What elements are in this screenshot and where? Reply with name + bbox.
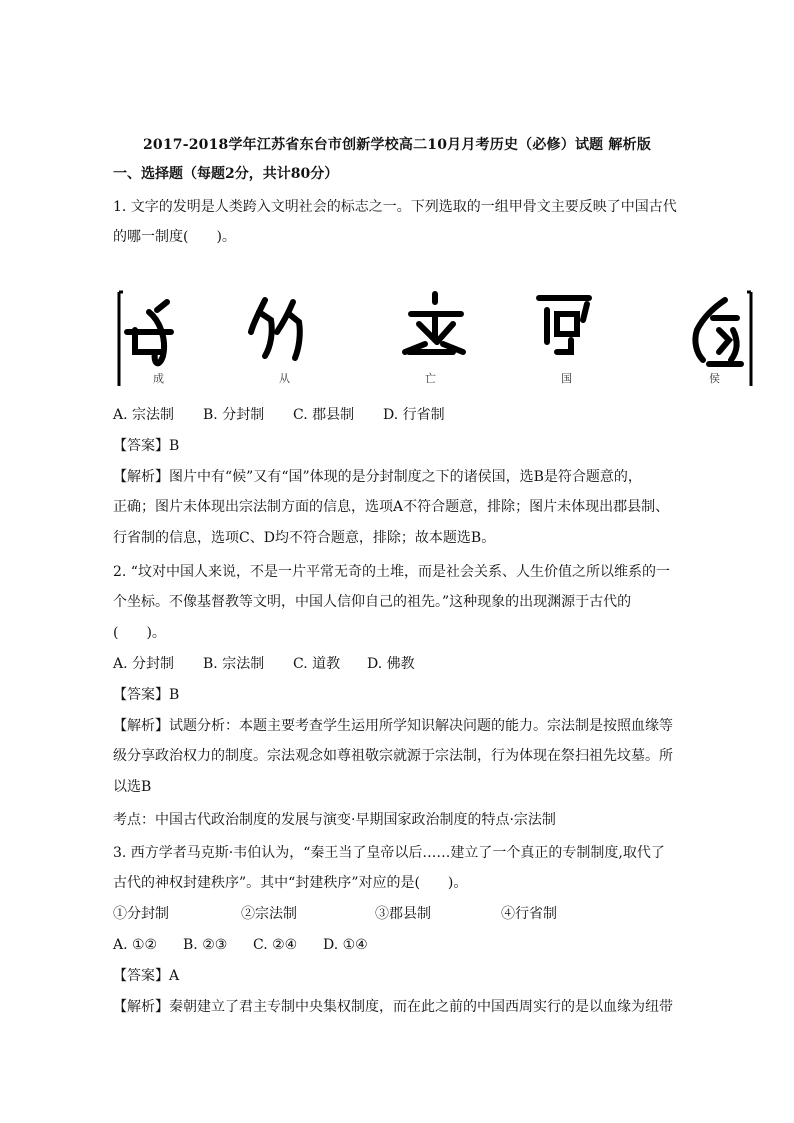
q3-option-c: C. ②④ [253, 937, 298, 953]
q3-analysis-line-1: 【解析】秦朝建立了君主专制中央集权制度，而在此之前的中国西周实行的是以血缘为纽带 [113, 999, 673, 1015]
glyph-caption-5: 侯 [709, 372, 720, 385]
q1-options [113, 405, 445, 425]
q3-item-3: ③郡县制 [375, 906, 431, 922]
q2-knowledge-point: 考点：中国古代政治制度的发展与演变·早期国家政治制度的特点·宗法制 [113, 812, 556, 828]
oracle-glyph-5 [695, 300, 741, 364]
q3-option-b: B. ②③ [183, 937, 228, 953]
oracle-glyph-1 [127, 302, 171, 363]
q1-option-d: D. 行省制 [383, 407, 445, 423]
oracle-glyph-2 [251, 300, 300, 358]
oracle-glyph-3 [405, 294, 463, 352]
section-heading: 一、选择题（每题2分，共计80分） [113, 166, 339, 182]
figure-right-border [747, 292, 751, 386]
oracle-glyph-4 [539, 298, 589, 352]
q2-option-c: C. 道教 [293, 656, 341, 672]
q3-option-d: D. ①④ [323, 937, 368, 953]
q3-answer: 【答案】A [113, 968, 180, 984]
figure-left-border [119, 292, 123, 386]
q1-analysis-line-2: 正确；图片未体现出宗法制方面的信息，选项A不符合题意，排除；图片未体现出郡县制、 [113, 499, 670, 515]
q3-item-2: ②宗法制 [241, 906, 297, 922]
q3-option-a: A. ①② [113, 937, 158, 953]
q3-items [113, 904, 557, 924]
glyph-caption-1: 成 [153, 372, 164, 385]
q1-analysis-line-3: 行省制的信息，选项C、D均不符合题意，排除；故本题选B。 [113, 530, 496, 546]
q1-analysis-line-1: 【解析】图片中有“候”又有“国”体现的是分封制度之下的诸侯国，选B是符合题意的， [113, 469, 642, 485]
q1-answer: 【答案】B [113, 438, 180, 454]
q1-option-b: B. 分封制 [203, 407, 265, 423]
q1-option-c: C. 郡县制 [293, 407, 355, 423]
q2-option-d: D. 佛教 [367, 656, 415, 672]
q2-analysis-line-1: 【解析】试题分析：本题主要考查学生运用所学知识解决问题的能力。宗法制是按照血缘等 [113, 718, 673, 734]
q2-analysis-line-2: 级分享政治权力的制度。宗法观念如尊祖敬宗就源于宗法制，行为体现在祭扫祖先坟墓。所 [113, 748, 673, 764]
q2-stem-line-3: ( )。 [113, 625, 166, 641]
q2-option-b: B. 宗法制 [203, 656, 265, 672]
q2-answer: 【答案】B [113, 687, 180, 703]
q1-stem-line-2: 的哪一制度( )。 [113, 229, 236, 245]
glyph-caption-2: 从 [279, 372, 290, 385]
document-title: 2017-2018学年江苏省东台市创新学校高二10月月考历史（必修）试题 解析版 [142, 137, 652, 153]
q3-stem-line-2: 古代的神权封建秩序”。其中“封建秩序”对应的是( )。 [113, 875, 468, 891]
q3-item-1: ①分封制 [113, 906, 169, 922]
q2-options [113, 654, 415, 674]
glyph-caption-4: 国 [561, 372, 572, 385]
q3-item-4: ④行省制 [501, 906, 557, 922]
q2-stem-line-2: 个坐标。不像基督教等文明，中国人信仰自己的祖先。”这种现象的出现渊源于古代的 [113, 594, 632, 610]
q2-option-a: A. 分封制 [113, 656, 175, 672]
q3-stem-line-1: 3. 西方学者马克斯·韦伯认为，“秦王当了皇帝以后……建立了一个真正的专制制度,取代了 [113, 845, 665, 861]
q2-analysis-line-3: 以选B [113, 779, 152, 795]
oracle-bone-figure [113, 290, 755, 390]
q2-stem-line-1: 2. “坟对中国人来说，不是一片平常无奇的土堆，而是社会关系、人生价值之所以维系的一 [113, 564, 670, 580]
q1-option-a: A. 宗法制 [113, 407, 175, 423]
q1-stem-line-1: 1. 文字的发明是人类跨入文明社会的标志之一。下列选取的一组甲骨文主要反映了中国古代 [113, 199, 677, 215]
q3-options [113, 935, 368, 955]
glyph-caption-3: 亡 [425, 372, 436, 385]
